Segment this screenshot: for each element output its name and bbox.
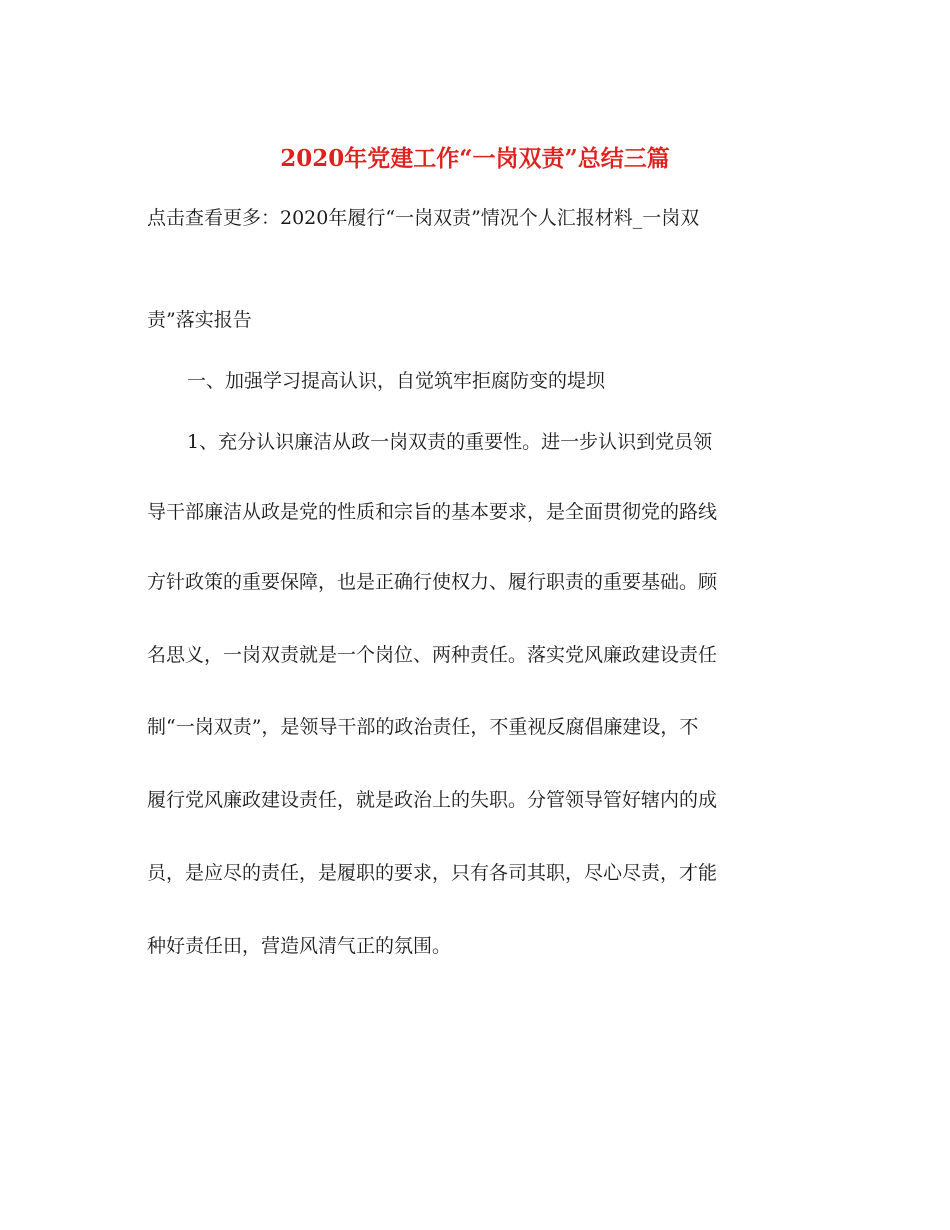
section-heading: 一、加强学习提高认识，自觉筑牢拒腐防变的堤坝 [187,370,606,392]
document-title: 2020年党建工作“一岗双责”总结三篇 [280,145,670,172]
paragraph-line: 导干部廉洁从政是党的性质和宗旨的基本要求，是全面贯彻党的路线 [147,501,718,523]
link-line-2[interactable]: 责”落实报告 [147,309,252,331]
paragraph-line: 员，是应尽的责任，是履职的要求，只有各司其职，尽心尽责，才能 [147,862,718,884]
paragraph-line: 履行党风廉政建设责任，就是政治上的失职。分管领导管好辖内的成 [147,789,718,811]
paragraph-line: 名思义，一岗双责就是一个岗位、两种责任。落实党风廉政建设责任 [147,644,718,666]
link-line-1[interactable]: 点击查看更多：2020年履行“一岗双责”情况个人汇报材料_一岗双 [147,207,700,229]
paragraph-line: 1、充分认识廉洁从政一岗双责的重要性。进一步认识到党员领 [187,431,713,453]
paragraph-line: 方针政策的重要保障，也是正确行使权力、履行职责的重要基础。顾 [147,571,718,593]
paragraph-line: 种好责任田，营造风清气正的氛围。 [147,935,452,957]
paragraph-line: 制“一岗双责”，是领导干部的政治责任，不重视反腐倡廉建设，不 [147,716,699,738]
